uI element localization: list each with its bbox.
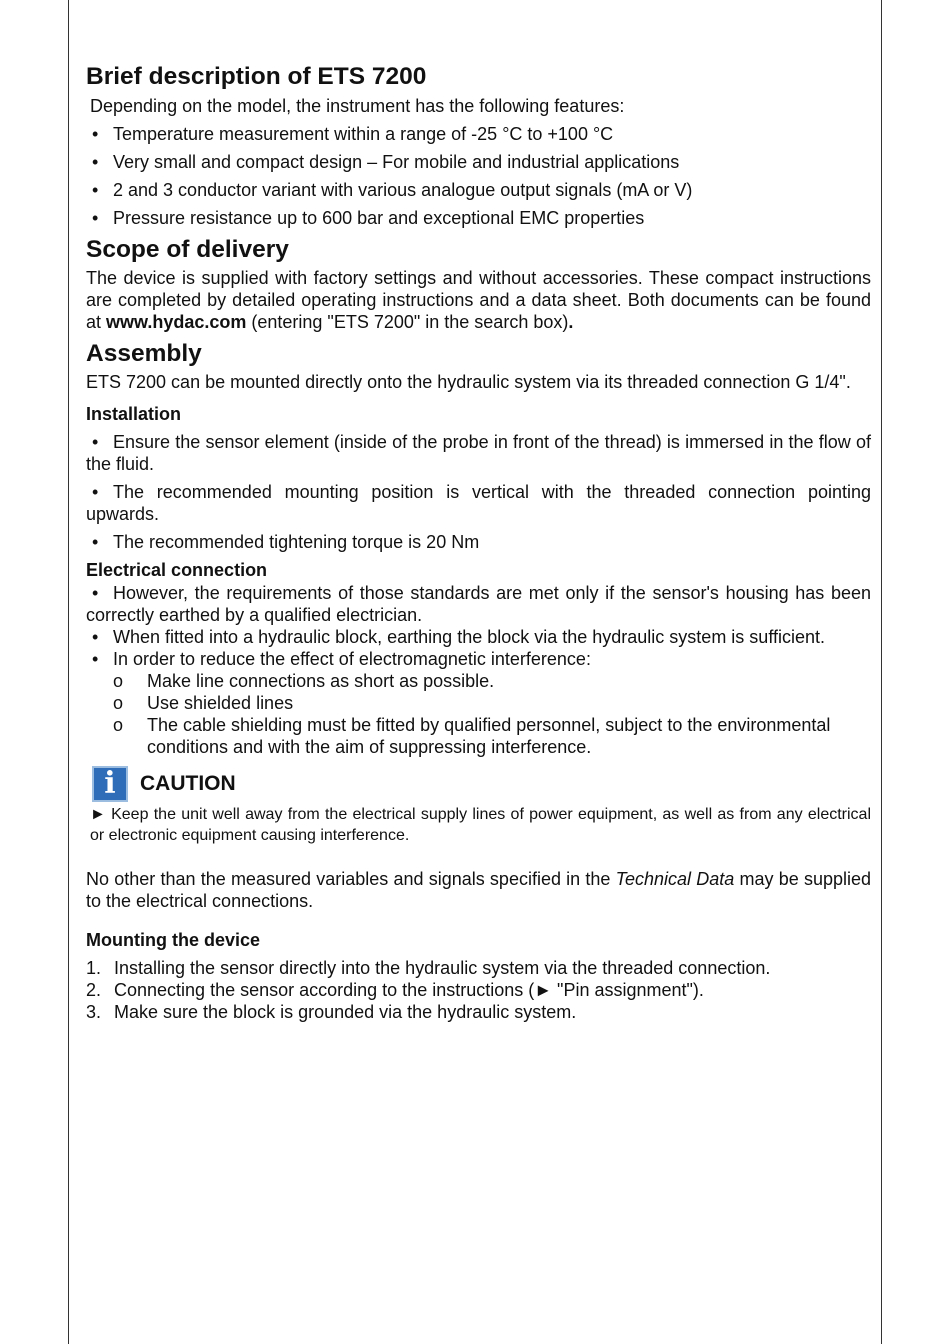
step-number: 1. bbox=[86, 958, 102, 978]
list-item bbox=[86, 626, 871, 648]
list-item-text: The recommended mounting position is vertical with the threaded connection pointing upwards. bbox=[86, 482, 871, 524]
scope-text bbox=[86, 267, 871, 333]
mounting-steps bbox=[86, 957, 871, 1023]
list-item: • Pressure resistance up to 600 bar and exceptional EMC properties bbox=[86, 207, 871, 229]
scope-title: Scope of delivery bbox=[86, 236, 289, 263]
website-link[interactable]: www.hydac.com bbox=[106, 312, 247, 332]
step-number: 2. bbox=[86, 980, 102, 1000]
step-item bbox=[86, 1001, 871, 1023]
bullet-marker: • bbox=[92, 482, 99, 502]
sub-list-item-text: The cable shielding must be fitted by qualified personnel, subject to the environmental conditions and with the aim of suppressing interference. bbox=[147, 715, 831, 757]
bullet-marker: • bbox=[92, 649, 99, 669]
installation-title: Installation bbox=[86, 404, 182, 424]
bullet-marker: • bbox=[92, 627, 99, 647]
list-item-text: However, the requirements of those standards are met only if the sensor's housing has been correctly earthed by a qualified electrician. bbox=[86, 583, 871, 625]
list-item bbox=[86, 648, 871, 670]
caution-title: CAUTION bbox=[140, 772, 236, 795]
step-item bbox=[86, 957, 871, 979]
tech-note-after: may be supplied to the electrical connections. bbox=[86, 869, 871, 911]
assembly-text: ETS 7200 can be mounted directly onto the hydraulic system via its threaded connection G 1/4". bbox=[86, 372, 851, 392]
list-item bbox=[86, 431, 871, 475]
step-item bbox=[86, 979, 871, 1001]
list-item bbox=[86, 531, 871, 553]
brief-title: Brief description of ETS 7200 bbox=[86, 63, 427, 90]
sub-list-item-text: Use shielded lines bbox=[147, 693, 294, 713]
page-border-left bbox=[68, 0, 69, 1344]
sub-list-item bbox=[113, 714, 871, 758]
info-icon-letter: i bbox=[104, 766, 116, 801]
bullet-marker: • bbox=[92, 583, 99, 603]
document-content bbox=[86, 62, 871, 1023]
caution-text: ► Keep the unit well away from the electrical supply lines of power equipment, as well as from any electrical or electronic equipment causing interference. bbox=[90, 806, 871, 844]
sub-list-item bbox=[113, 670, 871, 692]
mounting-title: Mounting the device bbox=[86, 930, 261, 950]
sub-list-item bbox=[113, 692, 871, 714]
scope-period: . bbox=[568, 312, 574, 332]
list-item-text: Ensure the sensor element (inside of the probe in front of the thread) is immersed in the flow of the fluid. bbox=[86, 432, 871, 474]
installation-list bbox=[86, 431, 871, 553]
bullet-marker: • bbox=[92, 532, 99, 552]
step-text: Installing the sensor directly into the hydraulic system via the threaded connection. bbox=[114, 958, 771, 978]
list-item bbox=[86, 481, 871, 525]
sub-marker: o bbox=[113, 693, 124, 713]
step-text: Make sure the block is grounded via the hydraulic system. bbox=[114, 1002, 577, 1022]
electrical-list bbox=[86, 582, 871, 670]
sub-marker: o bbox=[113, 671, 124, 691]
bullet-marker: • bbox=[92, 432, 99, 452]
list-item-text: In order to reduce the effect of electromagnetic interference: bbox=[113, 649, 591, 669]
electrical-sub-list bbox=[86, 670, 871, 758]
list-item: • Very small and compact design – For mobile and industrial applications bbox=[86, 151, 871, 173]
electrical-title: Electrical connection bbox=[86, 560, 268, 580]
step-text: Connecting the sensor according to the instructions (► "Pin assignment"). bbox=[114, 980, 704, 1000]
list-item-text: When fitted into a hydraulic block, earthing the block via the hydraulic system is sufficient. bbox=[113, 627, 826, 647]
sub-list-item-text: Make line connections as short as possible. bbox=[147, 671, 495, 691]
tech-note-italic: Technical Data bbox=[615, 869, 735, 889]
scope-text-before: The device is supplied with factory settings and without accessories. These compact instructions are completed by detailed operating instructions and a data sheet. Both documents can be found at bbox=[86, 268, 871, 332]
list-item bbox=[86, 582, 871, 626]
brief-intro: Depending on the model, the instrument has the following features: bbox=[90, 96, 625, 116]
feature-list bbox=[86, 123, 871, 229]
assembly-title: Assembly bbox=[86, 340, 202, 367]
page-border-right bbox=[881, 0, 882, 1344]
list-item: • 2 and 3 conductor variant with various analogue output signals (mA or V) bbox=[86, 179, 871, 201]
caution-header bbox=[86, 766, 871, 802]
list-item-text: The recommended tightening torque is 20 Nm bbox=[113, 532, 480, 552]
list-item: • Temperature measurement within a range of -25 °C to +100 °C bbox=[86, 123, 871, 145]
sub-marker: o bbox=[113, 715, 124, 735]
info-icon bbox=[92, 766, 128, 802]
tech-note-before: No other than the measured variables and signals specified in the bbox=[86, 869, 616, 889]
tech-note bbox=[86, 868, 871, 912]
scope-text-after: (entering "ETS 7200" in the search box) bbox=[246, 312, 569, 332]
step-number: 3. bbox=[86, 1002, 102, 1022]
